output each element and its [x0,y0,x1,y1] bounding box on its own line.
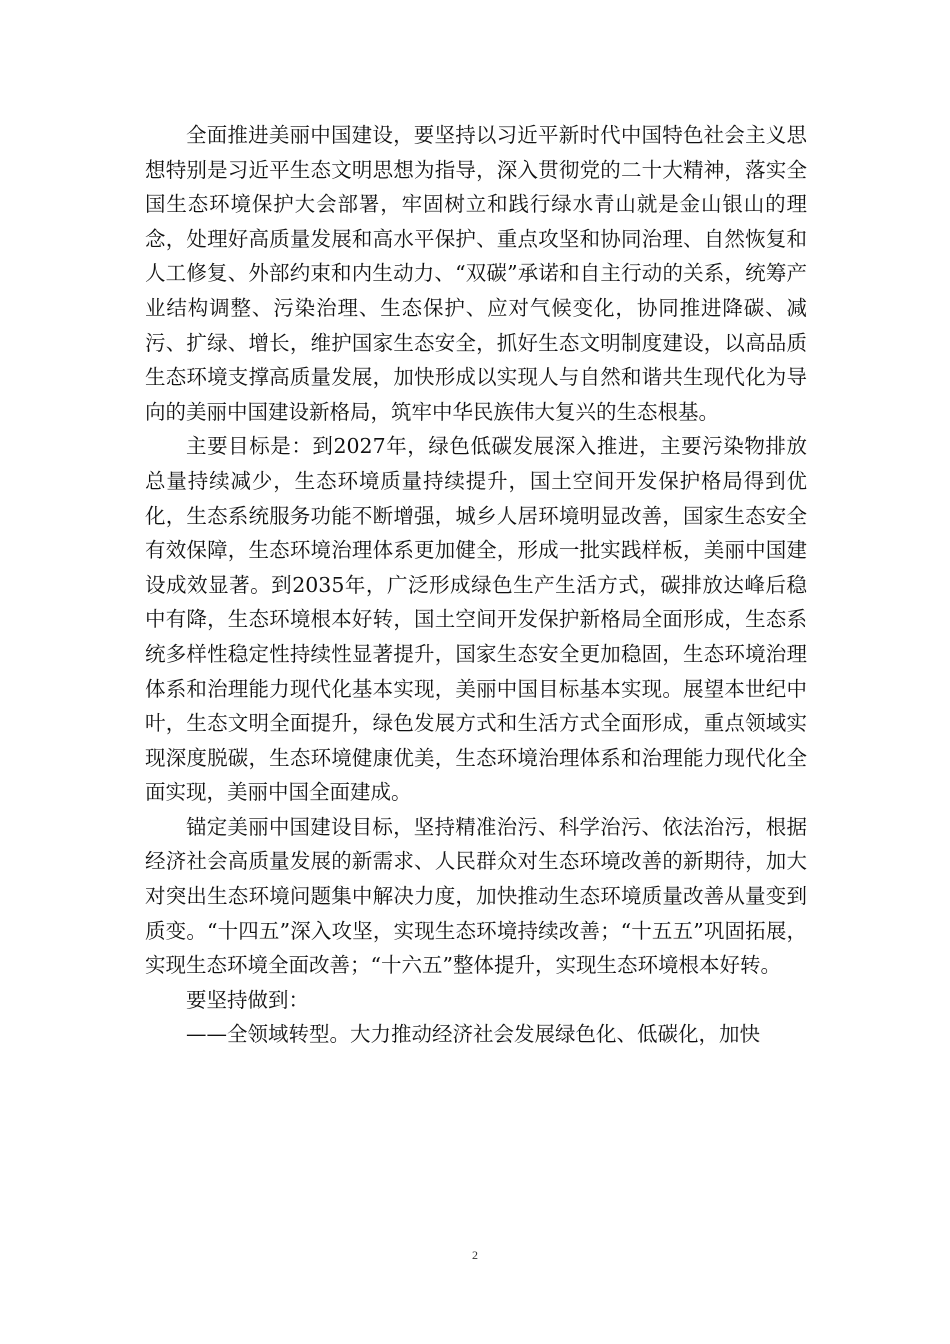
paragraph-5: ——全领域转型。大力推动经济社会发展绿色化、低碳化，加快 [186,1022,760,1047]
paragraph-2: 主要目标是：到2027年，绿色低碳发展深入推进，主要污染物排放总量持续减少，生态环境质量持续提升，国土空间开发保护格局得到优化，生态系统服务功能不断增强，城乡人居环境明显改善，国家生态安全有效保障，生态环境治理体系更加健全，形成一批实践样板，美丽中国建设成效显著。到2035年，广泛形成绿色生产生活方式，碳排放达峰后稳中有降，生态环境根本好转，国土空间开发保护新格局全面形成，生态系统多样性稳定性持续性显著提升，国家生态安全更加稳固，生态环境治理体系和治理能力现代化基本实现，美丽中国目标基本实现。展望本世纪中叶，生态文明全面提升，绿色发展方式和生活方式全面形成，重点领域实现深度脱碳，生态环境健康优美，生态环境治理体系和治理能力现代化全面实现，美丽中国全面建成。 [145,434,807,805]
paragraph-1: 全面推进美丽中国建设，要坚持以习近平新时代中国特色社会主义思想特别是习近平生态文明思想为指导，深入贯彻党的二十大精神，落实全国生态环境保护大会部署，牢固树立和践行绿水青山就是金山银山的理念，处理好高质量发展和高水平保护、重点攻坚和协同治理、自然恢复和人工修复、外部约束和内生动力、“双碳”承诺和自主行动的关系，统筹产业结构调整、污染治理、生态保护、应对气候变化，协同推进降碳、减污、扩绿、增长，维护国家生态安全，抓好生态文明制度建设，以高品质生态环境支撑高质量发展，加快形成以实现人与自然和谐共生现代化为导向的美丽中国建设新格局，筑牢中华民族伟大复兴的生态根基。 [145,123,807,424]
paragraph-4: 要坚持做到： [186,987,309,1012]
paragraph-3: 锚定美丽中国建设目标，坚持精准治污、科学治污、依法治污，根据经济社会高质量发展的新需求、人民群众对生态环境改善的新期待，加大对突出生态环境问题集中解决力度，加快推动生态环境质量改善从量变到质变。“十四五”深入攻坚，实现生态环境持续改善；“十五五”巩固拓展，实现生态环境全面改善；“十六五”整体提升，实现生态环境根本好转。 [145,814,807,978]
page-number: 2 [472,1248,478,1262]
document-body [145,118,807,1052]
